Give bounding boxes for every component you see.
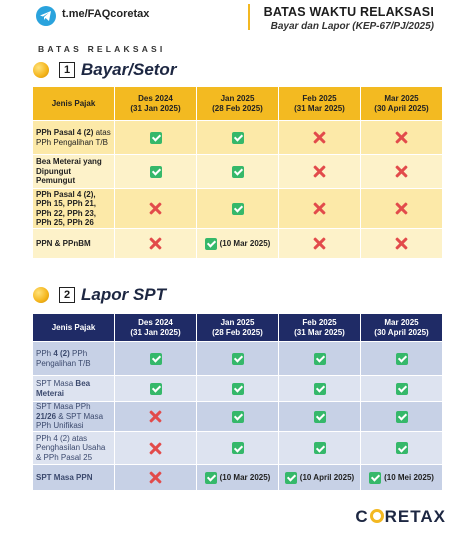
- cross-icon: [395, 165, 408, 178]
- tax-type-label: Bea Meterai: [36, 379, 91, 398]
- check-icon: [150, 132, 162, 144]
- status-cell: [197, 189, 279, 229]
- tax-type-cell: [33, 229, 115, 259]
- status-cell: [115, 376, 197, 402]
- tax-type-label: Bea Meterai yang Dipungut Pemungut: [36, 157, 102, 186]
- cross-icon: [313, 131, 326, 144]
- status-cell: [361, 342, 443, 376]
- cross-icon: [395, 237, 408, 250]
- column-header-period: [115, 314, 197, 342]
- lapor-spt-table: [32, 313, 443, 491]
- status-cell: [197, 402, 279, 432]
- cross-icon: [313, 237, 326, 250]
- section2-title: Lapor SPT: [81, 285, 167, 304]
- tax-type-label: PPN & PPnBM: [36, 238, 91, 248]
- status-cell: [197, 342, 279, 376]
- tax-type-label: 21/26: [36, 411, 57, 421]
- check-icon: [205, 472, 217, 484]
- column-header-deadline: (28 Feb 2025): [212, 327, 263, 337]
- section2-number: 2: [59, 287, 75, 303]
- cross-icon: [149, 410, 162, 423]
- cross-icon: [149, 202, 162, 215]
- status-cell: [279, 121, 361, 155]
- status-cell: [279, 465, 361, 491]
- header-divider: [248, 4, 250, 30]
- coin-icon: [33, 287, 49, 303]
- table-row: [33, 189, 443, 229]
- tax-type-cell: [33, 155, 115, 189]
- status-cell: [361, 402, 443, 432]
- status-cell: [361, 229, 443, 259]
- status-cell: [279, 376, 361, 402]
- telegram-icon[interactable]: [36, 6, 56, 26]
- check-icon: [396, 411, 408, 423]
- status-cell: [361, 432, 443, 465]
- tax-type-cell: [33, 342, 115, 376]
- column-header-jenis-pajak: [33, 314, 115, 342]
- column-header-label: Feb 2025: [302, 317, 337, 327]
- tax-type-label: & SPT Masa PPh Unifikasi: [36, 411, 104, 431]
- status-cell: [197, 229, 279, 259]
- status-cell: [115, 121, 197, 155]
- table-row: [33, 376, 443, 402]
- column-header-label: Jenis Pajak: [51, 98, 96, 108]
- check-icon: [150, 353, 162, 365]
- status-cell: [361, 189, 443, 229]
- column-header-deadline: (31 Jan 2025): [130, 103, 181, 113]
- check-icon: [314, 442, 326, 454]
- status-cell: [279, 189, 361, 229]
- cross-icon: [313, 165, 326, 178]
- table-header-row: [33, 87, 443, 121]
- deadline-note: (10 Mar 2025): [219, 239, 271, 248]
- column-header-deadline: (31 Jan 2025): [130, 327, 181, 337]
- status-cell: [197, 465, 279, 491]
- check-icon: [150, 383, 162, 395]
- table-row: [33, 432, 443, 465]
- cross-icon: [313, 202, 326, 215]
- column-header-period: [361, 314, 443, 342]
- section2-heading: [33, 284, 166, 306]
- column-header-label: Des 2024: [138, 317, 173, 327]
- column-header-jenis-pajak: [33, 87, 115, 121]
- check-icon: [232, 132, 244, 144]
- column-header-label: Feb 2025: [302, 93, 337, 103]
- status-cell: [279, 229, 361, 259]
- column-header-period: [115, 87, 197, 121]
- logo-ring-icon: [370, 509, 384, 523]
- tax-type-label: SPT Masa PPh: [36, 402, 91, 412]
- check-icon: [232, 383, 244, 395]
- column-header-deadline: (30 April 2025): [374, 327, 429, 337]
- table-row: [33, 342, 443, 376]
- table-header-row: [33, 314, 443, 342]
- column-header-label: Jenis Pajak: [51, 322, 96, 332]
- section1-heading: [33, 59, 176, 81]
- column-header-period: [279, 314, 361, 342]
- check-icon: [232, 411, 244, 423]
- telegram-link[interactable]: t.me/FAQcoretax: [62, 8, 150, 20]
- column-header-deadline: (28 Feb 2025): [212, 103, 263, 113]
- status-cell: [197, 432, 279, 465]
- tax-type-cell: [33, 376, 115, 402]
- check-icon: [314, 411, 326, 423]
- column-header-period: [361, 87, 443, 121]
- status-cell: [361, 465, 443, 491]
- tax-type-label: PPh Pasal 4 (2), PPh 15, PPh 21, PPh 22, PPh 23, PPh 25, PPh 26: [36, 189, 97, 227]
- status-cell: [115, 342, 197, 376]
- tax-type-label: PPh Pasal 4 (2): [36, 128, 94, 137]
- column-header-period: [197, 314, 279, 342]
- check-icon: [232, 442, 244, 454]
- tax-type-label: atas PPh Pengalihan T/B: [36, 128, 111, 147]
- check-icon: [396, 383, 408, 395]
- status-cell: [115, 189, 197, 229]
- cross-icon: [149, 442, 162, 455]
- check-icon: [314, 383, 326, 395]
- column-header-deadline: (31 Mar 2025): [294, 327, 345, 337]
- tax-type-label: 4 (2): [53, 349, 70, 358]
- column-header-period: [279, 87, 361, 121]
- status-cell: [361, 121, 443, 155]
- table-row: [33, 465, 443, 491]
- check-icon: [150, 166, 162, 178]
- status-cell: [197, 155, 279, 189]
- tax-type-cell: [33, 402, 115, 432]
- tax-type-label: PPh Pengalihan T/B: [36, 349, 91, 368]
- check-icon: [232, 353, 244, 365]
- table-row: [33, 121, 443, 155]
- status-cell: [361, 376, 443, 402]
- column-header-label: Mar 2025: [384, 317, 419, 327]
- check-icon: [314, 353, 326, 365]
- coretax-logo: C RETAX: [355, 507, 446, 526]
- cross-icon: [395, 202, 408, 215]
- column-header-label: Jan 2025: [220, 317, 255, 327]
- section1-title: Bayar/Setor: [81, 60, 177, 79]
- page-title: BATAS WAKTU RELAKSASI: [263, 5, 434, 19]
- check-icon: [205, 238, 217, 250]
- status-cell: [115, 229, 197, 259]
- deadline-note: (10 April 2025): [299, 473, 355, 482]
- status-cell: [115, 155, 197, 189]
- check-icon: [285, 472, 297, 484]
- table-row: [33, 402, 443, 432]
- status-cell: [279, 432, 361, 465]
- status-cell: [279, 342, 361, 376]
- section-overline: BATAS RELAKSASI: [38, 44, 166, 54]
- cross-icon: [149, 237, 162, 250]
- tax-type-label: PPh: [36, 349, 54, 358]
- check-icon: [396, 442, 408, 454]
- coin-icon: [33, 62, 49, 78]
- status-cell: [279, 402, 361, 432]
- column-header-label: Jan 2025: [220, 93, 255, 103]
- check-icon: [369, 472, 381, 484]
- check-icon: [396, 353, 408, 365]
- deadline-note: (10 Mei 2025): [384, 473, 434, 482]
- column-header-label: Mar 2025: [384, 93, 419, 103]
- status-cell: [115, 465, 197, 491]
- status-cell: [115, 432, 197, 465]
- cross-icon: [395, 131, 408, 144]
- column-header-label: Des 2024: [138, 93, 173, 103]
- column-header-deadline: (30 April 2025): [374, 103, 429, 113]
- tax-type-cell: [33, 432, 115, 465]
- tax-type-label: SPT Masa: [36, 379, 76, 388]
- tax-type-label: PPh 4 (2) atas Penghasilan Usaha & PPh Pasal 25: [36, 433, 106, 462]
- column-header-deadline: (31 Mar 2025): [294, 103, 345, 113]
- column-header-period: [197, 87, 279, 121]
- tax-type-label: SPT Masa PPN: [36, 472, 93, 482]
- table-row: [33, 155, 443, 189]
- tax-type-cell: [33, 465, 115, 491]
- section1-number: 1: [59, 62, 75, 78]
- status-cell: [197, 376, 279, 402]
- table-row: [33, 229, 443, 259]
- bayar-setor-table: [32, 86, 443, 259]
- deadline-note: (10 Mar 2025): [219, 473, 271, 482]
- check-icon: [232, 166, 244, 178]
- tax-type-cell: [33, 189, 115, 229]
- page-subtitle: Bayar dan Lapor (KEP-67/PJ/2025): [270, 21, 434, 32]
- status-cell: [115, 402, 197, 432]
- status-cell: [197, 121, 279, 155]
- tax-type-cell: [33, 121, 115, 155]
- status-cell: [361, 155, 443, 189]
- status-cell: [279, 155, 361, 189]
- cross-icon: [149, 471, 162, 484]
- header-bar: [0, 0, 474, 44]
- check-icon: [232, 203, 244, 215]
